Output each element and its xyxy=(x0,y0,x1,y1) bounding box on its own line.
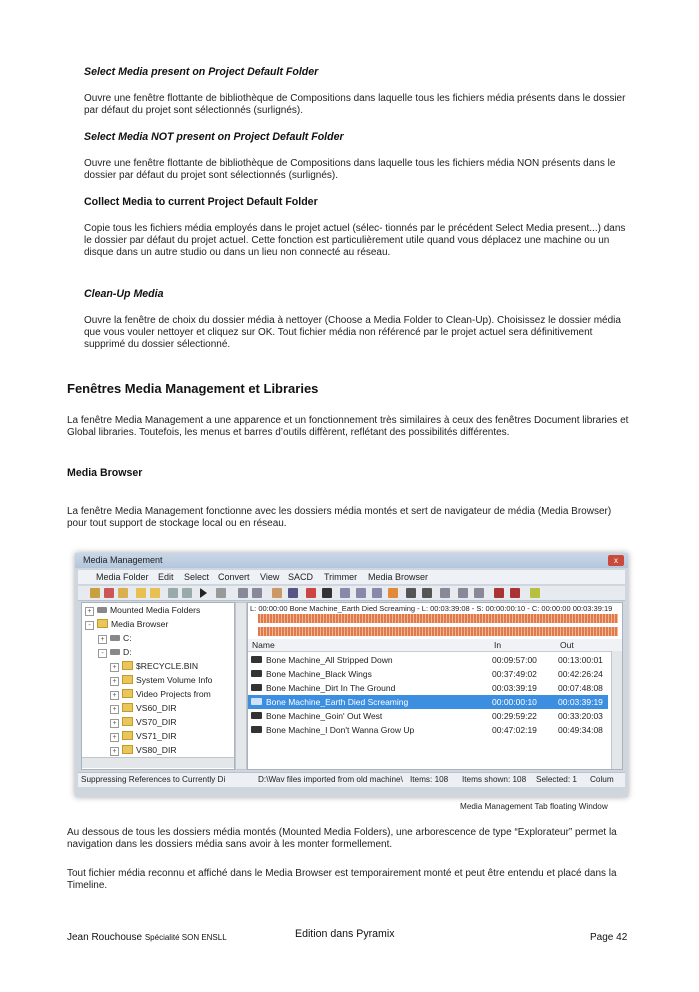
tree-item[interactable]: + $RECYCLE.BIN xyxy=(110,661,198,672)
clip-icon xyxy=(251,670,262,677)
folder-icon xyxy=(122,745,133,754)
tool-icon[interactable] xyxy=(474,588,484,598)
menubar xyxy=(78,570,625,584)
status-column: Colum xyxy=(590,775,614,784)
status-message: Suppressing References to Currently Di xyxy=(81,775,226,784)
tree-item[interactable]: + VS71_DIR xyxy=(110,731,177,742)
folder-icon xyxy=(122,703,133,712)
status-items-shown: Items shown: 108 xyxy=(462,775,527,784)
tree-item[interactable]: - Media Browser xyxy=(85,619,168,630)
statusbar xyxy=(78,772,625,787)
waveform-right[interactable] xyxy=(258,627,618,636)
menu-select[interactable]: Select xyxy=(184,572,210,582)
tool-icon[interactable] xyxy=(288,588,298,598)
drive-icon xyxy=(110,635,120,641)
clip-icon xyxy=(251,726,262,733)
tree-item[interactable]: + System Volume Info xyxy=(110,675,212,686)
tree-item[interactable]: + C: xyxy=(98,633,132,644)
close-icon[interactable]: x xyxy=(608,555,624,566)
list-header xyxy=(248,639,622,652)
page-number: Page 42 xyxy=(590,932,628,943)
window-titlebar xyxy=(75,553,628,568)
copy-icon[interactable] xyxy=(168,588,178,598)
tool-icon[interactable] xyxy=(510,588,520,598)
tool-icon[interactable] xyxy=(530,588,540,598)
clip-icon xyxy=(251,656,262,663)
outro-paragraph-2: Tout fichier média reconnu et affiché dans le Media Browser est temporairement monté et peut être entendu et placé dans la Timeline. xyxy=(67,868,617,892)
tool-icon[interactable] xyxy=(340,588,350,598)
column-out[interactable]: Out xyxy=(560,640,574,650)
expand-icon[interactable]: + xyxy=(110,677,119,686)
item-text-clean-up: Ouvre la fenêtre de choix du dossier média à nettoyer (Choose a Media Folder to Clean-Up). Choisissez le dossier média que vous vouler nettoyer et cliquez sur OK. Tout fichier média non référencé par le projet actuel sera définitivement supprimé du dossier sélectionné. xyxy=(84,315,621,351)
tree-item[interactable]: + VS70_DIR xyxy=(110,717,177,728)
folder-icon xyxy=(97,619,108,628)
list-vertical-scrollbar[interactable] xyxy=(611,651,622,769)
menu-media-folder[interactable]: Media Folder xyxy=(96,572,149,582)
status-selected: Selected: 1 xyxy=(536,775,577,784)
footer-title: Edition dans Pyramix xyxy=(295,928,395,940)
tree-item[interactable]: + Video Projects from xyxy=(110,689,211,700)
tool-icon[interactable] xyxy=(306,588,316,598)
collapse-icon[interactable]: - xyxy=(98,649,107,658)
item-title-select-present: Select Media present on Project Default Folder xyxy=(84,66,319,78)
tool-icon[interactable] xyxy=(90,588,100,598)
folder-icon xyxy=(122,661,133,670)
list-icon[interactable] xyxy=(372,588,382,598)
folder-icon xyxy=(122,675,133,684)
menu-media-browser[interactable]: Media Browser xyxy=(368,572,429,582)
tool-icon[interactable] xyxy=(118,588,128,598)
outro-paragraph-1: Au dessous de tous les dossiers média montés (Mounted Media Folders), une arborescence de type “Explorateur” permet la navigation dans les dossiers média sans avoir à les monter formellement. xyxy=(67,827,617,851)
menu-convert[interactable]: Convert xyxy=(218,572,250,582)
table-row-selected[interactable]: Bone Machine_Earth Died Screaming 00:00:00:10 00:03:39:19 xyxy=(248,695,608,709)
folder-icon xyxy=(122,717,133,726)
clip-icon xyxy=(251,698,262,705)
status-items: Items: 108 xyxy=(410,775,449,784)
toolbar xyxy=(78,586,625,601)
media-management-screenshot xyxy=(75,553,628,797)
tree-item[interactable]: + Mounted Media Folders xyxy=(85,605,200,616)
media-list-panel xyxy=(247,602,623,770)
table-row[interactable]: Bone Machine_Dirt In The Ground 00:03:39:19 00:07:48:08 xyxy=(248,681,608,695)
folder-icon[interactable] xyxy=(136,588,146,598)
item-text-select-not-present: Ouvre une fenêtre flottante de bibliothèque de Compositions dans laquelle tous les fichiers média NON présents dans le dossier par défaut du projet sont sélectionnés (surlignés). xyxy=(84,158,616,182)
expand-icon[interactable]: + xyxy=(110,691,119,700)
item-text-collect-media: Copie tous les fichiers média employés dans le projet actuel (sélec- tionnés par le précédent Select Media present...) dans le dossier par défaut du projet actuel. Cette fonction est particulièrement utile quand vous déplacez une machine ou un disque dans un autre studio ou dans un lieu non connecté au réseau. xyxy=(84,223,626,259)
item-title-clean-up: Clean-Up Media xyxy=(84,288,164,300)
folder-icon[interactable] xyxy=(150,588,160,598)
mounted-folders-icon xyxy=(97,607,107,613)
footer-author xyxy=(67,932,227,943)
subsection-text: La fenêtre Media Management fonctionne avec les dossiers média montés et sert de navigateur de média (Media Browser) pour tout support de stockage local ou en réseau. xyxy=(67,506,612,530)
item-title-select-not-present: Select Media NOT present on Project Default Folder xyxy=(84,131,344,143)
tree-vertical-scrollbar[interactable] xyxy=(235,602,247,770)
paste-icon[interactable] xyxy=(182,588,192,598)
table-row[interactable]: Bone Machine_Black Wings 00:37:49:02 00:42:26:24 xyxy=(248,667,608,681)
folder-icon xyxy=(122,731,133,740)
tool-icon[interactable] xyxy=(238,588,248,598)
tool-icon[interactable] xyxy=(494,588,504,598)
stop-icon[interactable] xyxy=(216,588,226,598)
tree-item[interactable]: + VS80_DIR xyxy=(110,745,177,756)
section-intro: La fenêtre Media Management a une apparence et un fonctionnement très similaires à ceux des fenêtres Document libraries et Global libraries. Toutefois, les menus et barres d’outils diffèrent, reflétant des possibilités différentes. xyxy=(67,415,629,439)
window-title: Media Management xyxy=(83,555,163,565)
tool-icon[interactable] xyxy=(104,588,114,598)
footer-author-name: Jean Rouchouse xyxy=(67,932,143,943)
section-title: Fenêtres Media Management et Libraries xyxy=(67,381,319,396)
tool-icon[interactable] xyxy=(406,588,416,598)
clip-icon xyxy=(251,712,262,719)
menu-edit[interactable]: Edit xyxy=(158,572,174,582)
menu-view[interactable]: View xyxy=(260,572,280,582)
column-in[interactable]: In xyxy=(494,640,502,650)
collapse-icon[interactable]: - xyxy=(85,621,94,630)
subsection-title: Media Browser xyxy=(67,467,143,479)
waveform-info: L: 00:00:00 Bone Machine_Earth Died Screaming - L: 00:03:39:08 - S: 00:00:00:10 - C: 00:00:00 00:03:39:19 xyxy=(250,604,613,613)
drive-icon xyxy=(110,649,120,655)
expand-icon[interactable]: + xyxy=(98,635,107,644)
tool-icon[interactable] xyxy=(440,588,450,598)
folder-icon xyxy=(122,689,133,698)
tree-horizontal-scrollbar[interactable] xyxy=(82,757,234,768)
menu-trimmer[interactable]: Trimmer xyxy=(324,572,358,582)
tool-icon[interactable] xyxy=(458,588,468,598)
table-row[interactable]: Bone Machine_I Don't Wanna Grow Up 00:47:02:19 00:49:34:08 xyxy=(248,723,608,737)
clip-icon xyxy=(251,684,262,691)
tool-icon[interactable] xyxy=(252,588,262,598)
tree-item[interactable]: + VS60_DIR xyxy=(110,703,177,714)
expand-icon[interactable]: + xyxy=(110,705,119,714)
tool-icon[interactable] xyxy=(422,588,432,598)
folder-tree xyxy=(81,602,235,770)
menu-sacd[interactable]: SACD xyxy=(288,572,314,582)
binoculars-icon[interactable] xyxy=(322,588,332,598)
table-row[interactable]: Bone Machine_Goin' Out West 00:29:59:22 00:33:20:03 xyxy=(248,709,608,723)
tool-icon[interactable] xyxy=(356,588,366,598)
expand-icon[interactable]: + xyxy=(110,733,119,742)
footer-author-sub: Spécialité SON ENSLL xyxy=(144,933,227,942)
tool-icon[interactable] xyxy=(272,588,282,598)
expand-icon[interactable]: + xyxy=(110,747,119,756)
tree-item[interactable]: - D: xyxy=(98,647,132,658)
table-row[interactable]: Bone Machine_All Stripped Down 00:09:57:00 00:13:00:01 xyxy=(248,653,608,667)
status-path: D:\Wav files imported from old machine\ xyxy=(258,775,403,784)
expand-icon[interactable]: + xyxy=(85,607,94,616)
item-title-collect-media: Collect Media to current Project Default Folder xyxy=(84,196,318,208)
tool-icon[interactable] xyxy=(388,588,398,598)
item-text-select-present: Ouvre une fenêtre flottante de bibliothèque de Compositions dans laquelle tous les fichiers média présents dans le dossier par défaut du projet sont sélectionnés (surlignés). xyxy=(84,93,626,117)
figure-caption: Media Management Tab floating Window xyxy=(460,802,608,811)
play-icon[interactable] xyxy=(200,588,207,598)
column-name[interactable]: Name xyxy=(252,640,275,650)
waveform-left[interactable] xyxy=(258,614,618,623)
expand-icon[interactable]: + xyxy=(110,719,119,728)
expand-icon[interactable]: + xyxy=(110,663,119,672)
